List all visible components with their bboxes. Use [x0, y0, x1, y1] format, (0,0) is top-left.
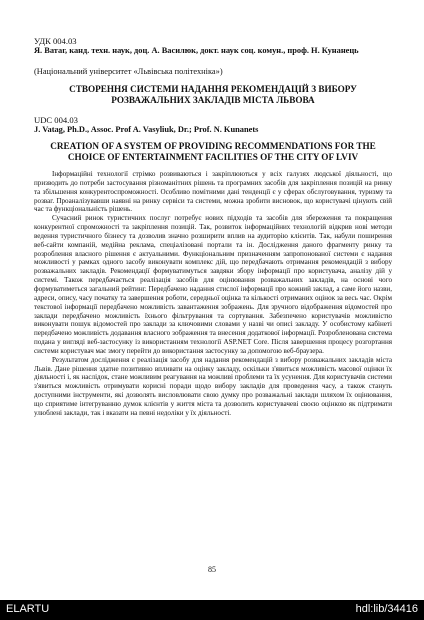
title-ua: СТВОРЕННЯ СИСТЕМИ НАДАННЯ РЕКОМЕНДАЦІЙ З ВИБОРУ РОЗВАЖАЛЬНИХ ЗАКЛАДІВ МІСТА ЛЬВОВА [69, 84, 357, 105]
udc-code-ua: УДК 004.03 [34, 36, 77, 46]
repository-name: ELARTU [6, 603, 50, 615]
page-number: 85 [208, 565, 216, 574]
footer-bar [0, 600, 424, 620]
udc-code-en: UDC 004.03 [34, 115, 78, 125]
paragraph-results: Результатом дослідження є реалізація засобу для надання рекомендацій з вибору розважальних закладів міста Львів. Дане рішення здатне позитивно впливати на оцінку закладу, оскільки з'явиться можливість масової оцінки їх діяльності і, як наслідок, стане можливим реагування на можливі проблеми та їх усунення. Для користувачів системи з'явиться можливість отримувати корисні поради щодо вибору закладів для проведення часу, а також стануть доступними інструменти, які дозволять висловлювати свою думку про розважальні заклади шляхом їх оцінювання, що сприятиме інтегруванню думок клієнтів у життя міста та дозволить користувачеві своєю оцінкою як підтримати улюблені заклади, так і вказати на певні недоліки у їх діяльності. [34, 355, 392, 417]
affiliation: (Національний університет «Львівська політехніка») [34, 67, 223, 76]
article-body [34, 170, 392, 418]
authors-ua: Я. Ватаг, канд. техн. наук, доц. А. Василюк, докт. наук соц. комун., проф. Н. Кунанець [34, 46, 359, 55]
handle-id: hdl:lib/34416 [355, 603, 418, 615]
paragraph-main: Сучасний ринок туристичних послуг потребує нових підходів та засобів для збереження та покращення конкурентної спроможності та закріплення позицій. Так, розвиток інформаційних технологій відкрив нові методи ведення туристичного бізнесу та дозволив значно розширити вплив на аудиторію клієнтів. Так, набули поширення веб-сайти компаній, медійна реклама, спеціалізовані портали та ін. Дослідження даного фрагменту ринку та розроблення власного рішення є актуальними. Функціональним призначенням запропонованої системи є надання можливості у рамках одного засобу виконувати комплекс дій, що передбачають отримання рекомендацій з вибору розважальних закладів. Рекомендації формуватимуться завдяки збору інформації про користувача, аналізу дій у системі. Також передбачається реалізація засобів для оцінювання розважальних закладів, на основі чого формуватиметься загальний рейтинг. Передбачено надання стислої інформації про кожний заклад, а саме його назви, адреси, опису, часу початку та завершення роботи, середньої оцінка та кількості отриманих оцінок за весь час. Окрім текстової інформації передбачено можливість завантаження зображень. Для зручного відображення відомостей про заклади передбачено можливість їхнього фільтрування та сортування. Забезпечено користувачів можливістю виконувати пошук відомостей про заклади за ключовими словами у назві чи описі закладу. У особистому кабінеті передбачено можливість додавання власного зображення та внесення додаткової інформації. Розробленована система подана у вигляді веб-застосунку із використанням технології ASP.NET Core. Після завершення процесу розгортання системи користувач має змогу перейти до використання застосунку за допомогою веб-браузера. [34, 214, 392, 355]
paragraph-intro: Інформаційні технології стрімко розвиваються і закріплюються у всіх галузях людської діяльності, що призводить до потреби застосування різноманітних рішень та програмних засобів для закріплення позицій на ринку та збільшення конкурентоспроможності. Особливо помітними дані тенденції є у сферах обслуговування, туризму та розваг. Проаналізувавши наявні на ринку сервіси та системи, можна зробити висновок, що користувачі цінують свій час та функціональність рішень. [34, 170, 392, 214]
authors-en: J. Vatag, Ph.D., Assoc. Prof A. Vasyliuk, Dr.; Prof. N. Kunanets [34, 125, 259, 134]
title-en: CREATION OF A SYSTEM OF PROVIDING RECOMMENDATIONS FOR THE CHOICE OF ENTERTAINMENT FACILITIES OF THE CITY OF LVIV [50, 141, 376, 162]
